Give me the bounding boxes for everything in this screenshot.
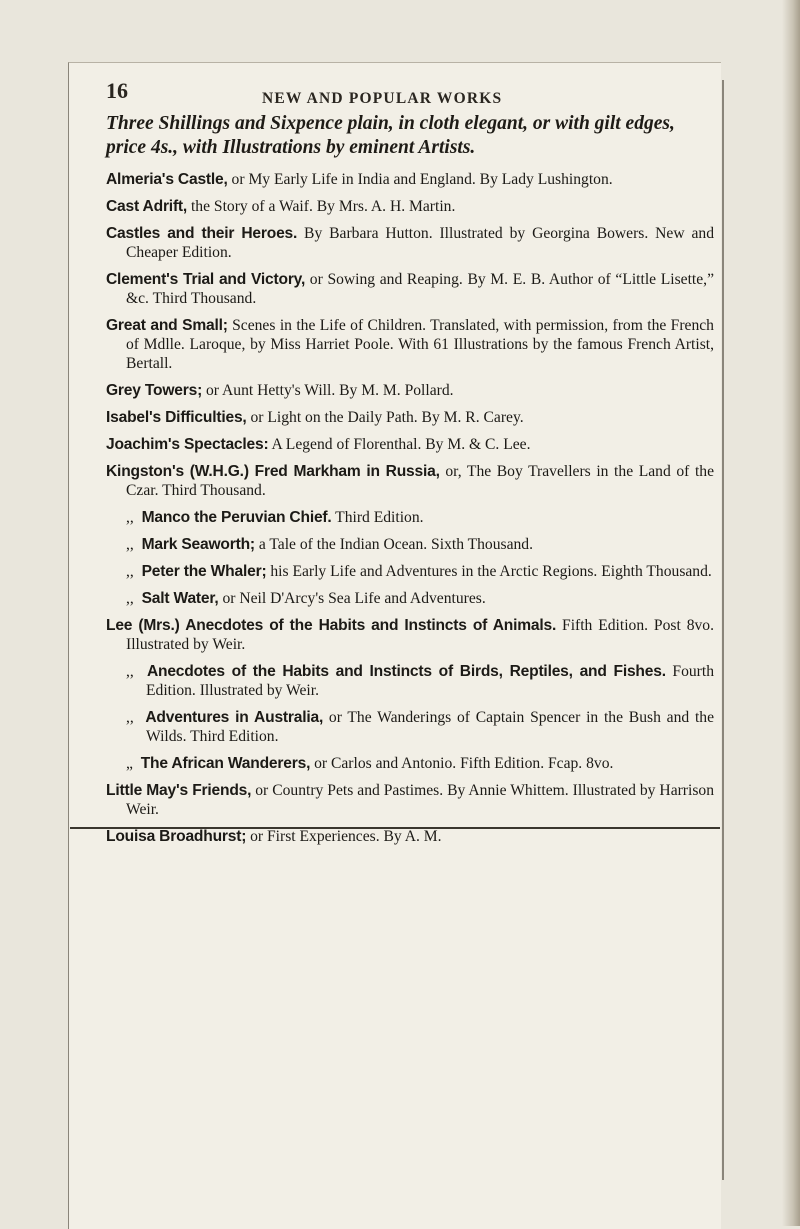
- book-details: or Country Pets and Pastimes. By Annie Whittem. Illustrated by Harrison Weir.: [126, 782, 714, 818]
- ditto-mark: ,,: [126, 663, 147, 680]
- book-entry: [106, 708, 714, 746]
- book-details: a Tale of the Indian Ocean. Sixth Thousand.: [254, 536, 534, 553]
- book-list: [106, 170, 714, 854]
- book-entry: [106, 754, 714, 773]
- running-title: NEW AND POPULAR WORKS: [262, 90, 503, 107]
- page-right-rule: [722, 80, 724, 1180]
- book-title: Anecdotes of the Habits and Instincts of Birds, Reptiles, and Fishes.: [146, 663, 666, 680]
- book-details: Fourth Edition. Illustrated by Weir.: [146, 663, 714, 699]
- book-title: Castles and their Heroes.: [106, 225, 298, 242]
- book-title: Peter the Whaler;: [141, 563, 267, 580]
- book-title: Great and Small;: [106, 317, 228, 334]
- book-title: Cast Adrift,: [106, 198, 188, 215]
- book-details: or My Early Life in India and England. By Lady Lushington.: [227, 171, 613, 188]
- book-details: or Carlos and Antonio. Fifth Edition. Fcap. 8vo.: [310, 755, 614, 772]
- book-entry: [106, 224, 714, 262]
- book-title: Almeria's Castle,: [106, 171, 228, 188]
- book-entry: [106, 170, 714, 189]
- ditto-mark: ,,: [126, 509, 142, 526]
- book-details: or First Experiences. By A. M.: [246, 828, 442, 845]
- book-details: or Sowing and Reaping. By M. E. B. Author of “Little Lisette,” &c. Third Thousand.: [126, 271, 715, 307]
- book-title: Kingston's (W.H.G.) Fred Markham in Russia,: [106, 463, 440, 480]
- ditto-mark: „: [126, 755, 141, 772]
- book-entry: [106, 562, 714, 581]
- book-title: Little May's Friends,: [106, 782, 252, 799]
- book-title: Joachim's Spectacles:: [106, 436, 269, 453]
- ditto-mark: ,,: [126, 590, 142, 607]
- book-entry: [106, 462, 714, 500]
- book-entry: [106, 662, 714, 700]
- book-details: or Aunt Hetty's Will. By M. M. Pollard.: [202, 382, 454, 399]
- book-details: Third Edition.: [331, 509, 424, 526]
- book-title: Salt Water,: [141, 590, 219, 607]
- book-title: The African Wanderers,: [140, 755, 311, 772]
- ditto-mark: ,,: [126, 536, 142, 553]
- book-title: Louisa Broadhurst;: [106, 828, 247, 845]
- book-details: or, The Boy Travellers in the Land of the Czar. Third Thousand.: [126, 463, 714, 499]
- book-entry: [106, 616, 714, 654]
- book-details: Fifth Edition. Post 8vo. Illustrated by Weir.: [126, 617, 714, 653]
- book-entry: [106, 508, 714, 527]
- section-intro: Three Shillings and Sixpence plain, in cloth elegant, or with gilt edges, price 4s., with Illustrations by eminent Artists.: [106, 113, 675, 158]
- book-entry: [106, 535, 714, 554]
- book-title: Adventures in Australia,: [145, 709, 324, 726]
- ditto-mark: ,,: [126, 563, 142, 580]
- book-details: or Light on the Daily Path. By M. R. Carey.: [246, 409, 524, 426]
- book-details: or Neil D'Arcy's Sea Life and Adventures.: [218, 590, 486, 607]
- book-entry: [106, 316, 714, 373]
- book-details: or The Wanderings of Captain Spencer in the Bush and the Wilds. Third Edition.: [146, 709, 714, 745]
- book-entry: [106, 781, 714, 819]
- book-details: A Legend of Florenthal. By M. & C. Lee.: [268, 436, 531, 453]
- book-title: Mark Seaworth;: [141, 536, 255, 553]
- page-number: 16: [106, 78, 128, 103]
- book-details: his Early Life and Adventures in the Arctic Regions. Eighth Thousand.: [266, 563, 712, 580]
- book-entry: [106, 408, 714, 427]
- book-edge: [782, 0, 800, 1226]
- book-title: Grey Towers;: [106, 382, 203, 399]
- book-entry: [106, 270, 714, 308]
- book-entry: [106, 589, 714, 608]
- book-title: Clement's Trial and Victory,: [106, 271, 306, 288]
- book-details: Scenes in the Life of Children. Translated, with permission, from the French of Mdlle. Laroque, by Miss Harriet Poole. With 61 Illustrations by the famous French Artist, Bertall.: [126, 317, 714, 372]
- book-details: By Barbara Hutton. Illustrated by Georgina Bowers. New and Cheaper Edition.: [126, 225, 714, 261]
- book-entry: [106, 435, 714, 454]
- book-title: Lee (Mrs.) Anecdotes of the Habits and Instincts of Animals.: [106, 617, 557, 634]
- page-header: [106, 78, 706, 108]
- book-entry: [106, 827, 714, 846]
- book-entry: [106, 197, 714, 216]
- ditto-mark: ,,: [126, 709, 146, 726]
- book-title: Manco the Peruvian Chief.: [141, 509, 332, 526]
- book-details: the Story of a Waif. By Mrs. A. H. Martin.: [187, 198, 456, 215]
- book-title: Isabel's Difficulties,: [106, 409, 247, 426]
- book-entry: [106, 381, 714, 400]
